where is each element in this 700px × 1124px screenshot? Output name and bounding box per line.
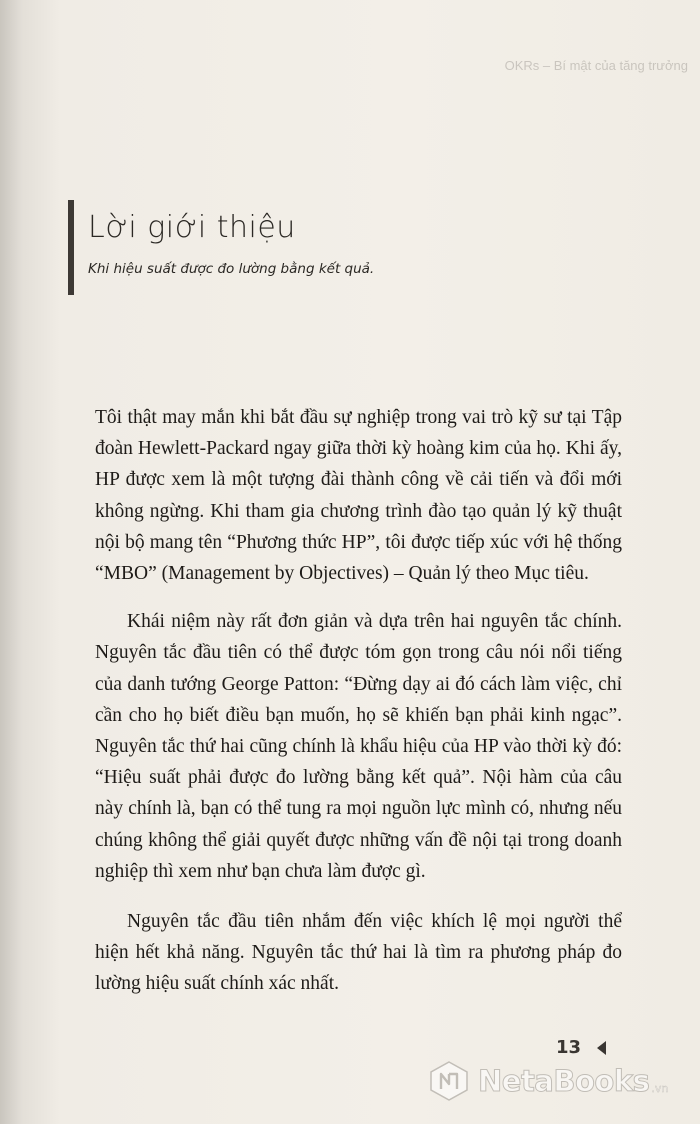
chapter-subtitle: Khi hiệu suất được đo lường bằng kết quả. <box>88 261 375 277</box>
chapter-title: Lời giới thiệu <box>88 210 296 245</box>
page-arrow-icon <box>597 1041 606 1055</box>
page-number: 13 <box>556 1037 582 1058</box>
watermark <box>428 1056 688 1106</box>
paragraph: Nguyên tắc đầu tiên nhắm đến việc khích lệ mọi người thể hiện hết khả năng. Nguyên tắc thứ hai là tìm ra phương pháp đo lường hiệu suất chính xác nhất. <box>95 911 622 995</box>
chapter-heading <box>68 200 504 295</box>
paragraph: Tôi thật may mắn khi bắt đầu sự nghiệp trong vai trò kỹ sư tại Tập đoàn Hewlett-Packard ngay giữa thời kỳ hoàng kim của họ. Khi ấy, HP được xem là một tượng đài thành công về cải tiến và đổi mới không ngừng. Khi tham gia chương trình đào tạo quản lý kỹ thuật nội bộ mang tên “Phương thức HP”, tôi được tiếp xúc với hệ thống “MBO” (Management by Objectives) – Quản lý theo Mục tiêu. <box>95 407 622 585</box>
watermark-brand: NetaBooks <box>478 1064 650 1098</box>
body-text <box>95 402 622 1000</box>
running-head: OKRs – Bí mật của tăng trưởng <box>504 58 688 73</box>
netabooks-logo-icon <box>428 1060 470 1102</box>
paragraph: Khái niệm này rất đơn giản và dựa trên hai nguyên tắc chính. Nguyên tắc đầu tiên có thể được tóm gọn trong câu nói nổi tiếng của danh tướng George Patton: “Đừng dạy ai đó cách làm việc, chỉ cần cho họ biết điều bạn muốn, họ sẽ khiến bạn phải kinh ngạc”. Nguyên tắc thứ hai cũng chính là khẩu hiệu của HP vào thời kỳ đó: “Hiệu suất phải được đo lường bằng kết quả”. Nội hàm của câu này chính là, bạn có thể tung ra mọi nguồn lực mình có, nhưng nếu chúng không thể giải quyết được những vấn đề nội tại trong doanh nghiệp thì xem như bạn chưa làm được gì. <box>95 611 622 882</box>
watermark-suffix: .vn <box>651 1081 669 1095</box>
